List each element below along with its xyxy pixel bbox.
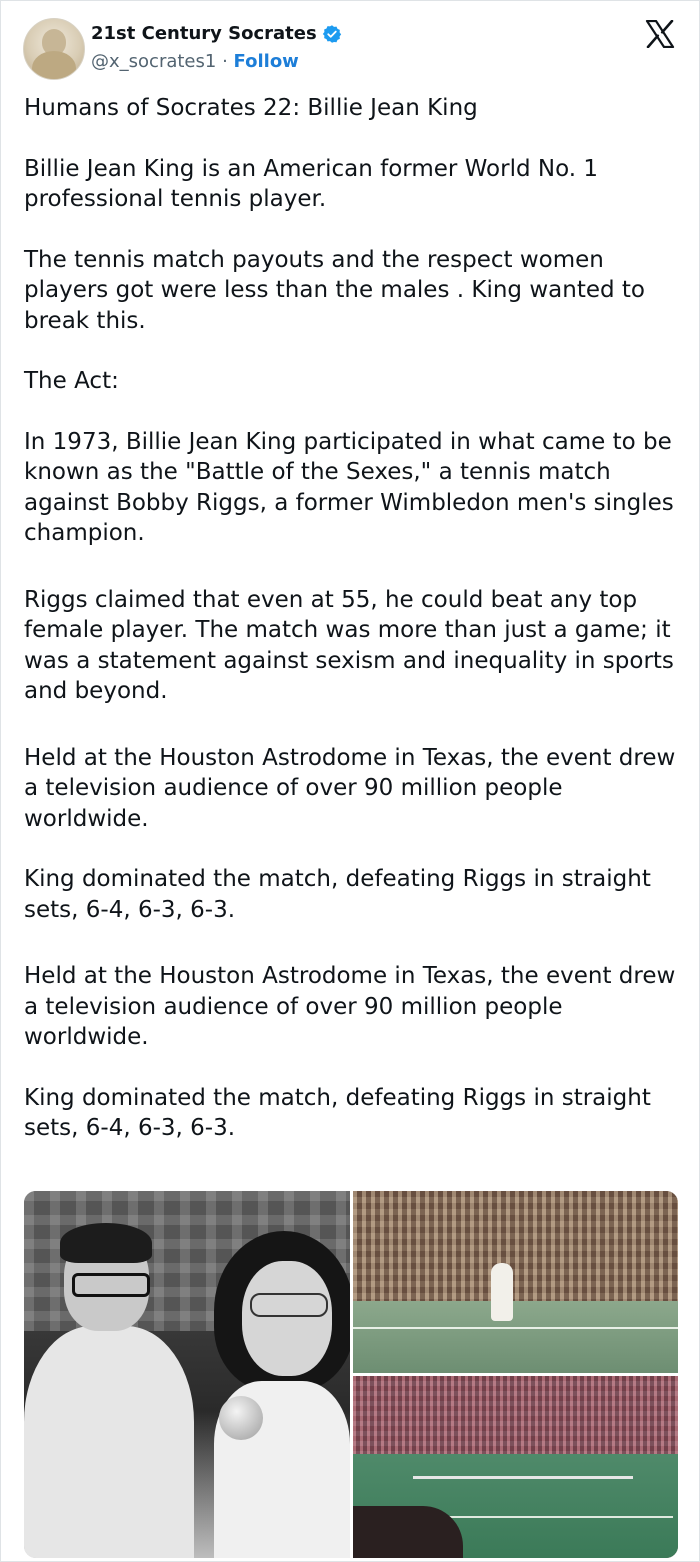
- avatar[interactable]: [23, 18, 85, 80]
- handle-separator: ·: [222, 51, 228, 72]
- photo-astrodome-wide[interactable]: [353, 1376, 678, 1558]
- post-paragraph: King dominated the match, defeating Riggs in straight sets, 6-4, 6-3, 6-3.: [24, 1084, 651, 1141]
- tweet-header: [23, 18, 679, 80]
- photo-match-court-closeup[interactable]: [353, 1191, 678, 1373]
- photo-riggs-glasses: [72, 1273, 150, 1297]
- photo-court-line: [353, 1327, 678, 1329]
- photo-figure-king: [214, 1231, 350, 1558]
- post-paragraph: Billie Jean King is an American former World No. 1 professional tennis player.: [24, 155, 599, 212]
- tweet-text: [24, 93, 684, 1144]
- photo-figure-riggs: [24, 1231, 194, 1558]
- author-handle-row: [91, 51, 299, 72]
- photo-court: [353, 1301, 678, 1373]
- post-paragraph: Humans of Socrates 22: Billie Jean King: [24, 95, 478, 121]
- x-logo-icon[interactable]: [645, 20, 675, 48]
- media-grid: [24, 1191, 678, 1558]
- photo-player: [491, 1263, 513, 1321]
- post-paragraph: Riggs claimed that even at 55, he could beat any top female player. The match was more than just a game; it was a statement against sexism and inequality in sports and beyond.: [24, 586, 674, 704]
- author-handle[interactable]: @x_socrates1: [91, 51, 217, 72]
- author-name-row: [91, 23, 342, 44]
- photo-riggs-hair: [60, 1223, 152, 1263]
- photo-net: [413, 1476, 633, 1479]
- post-paragraph: Held at the Houston Astrodome in Texas, the event drew a television audience of over 90 million people worldwide.: [24, 744, 676, 832]
- photo-crowd: [353, 1376, 678, 1456]
- post-paragraph: Held at the Houston Astrodome in Texas, the event drew a television audience of over 90 million people worldwide.: [24, 963, 676, 1050]
- author-name[interactable]: 21st Century Socrates: [91, 23, 317, 44]
- photo-king-glasses: [250, 1293, 328, 1317]
- photo-king-riggs-portrait[interactable]: [24, 1191, 350, 1558]
- photo-foreground-audience: [353, 1506, 463, 1558]
- avatar-bust-body: [32, 51, 76, 80]
- follow-button[interactable]: Follow: [233, 51, 299, 72]
- post-paragraph: The Act:: [24, 368, 119, 394]
- photo-king-face: [242, 1261, 332, 1376]
- verified-badge-icon: [322, 24, 342, 44]
- photo-riggs-shirt: [24, 1326, 194, 1558]
- post-paragraph: The tennis match payouts and the respect women players got were less than the males . King wanted to break this.: [24, 246, 645, 334]
- post-paragraph: In 1973, Billie Jean King participated in what came to be known as the "Battle of the Sexes," a tennis match against Bobby Riggs, a former Wimbledon men's singles champion.: [24, 428, 674, 546]
- photo-crowd: [353, 1191, 678, 1311]
- post-paragraph: King dominated the match, defeating Riggs in straight sets, 6-4, 6-3, 6-3.: [24, 866, 651, 923]
- photo-tennis-ball: [219, 1396, 263, 1440]
